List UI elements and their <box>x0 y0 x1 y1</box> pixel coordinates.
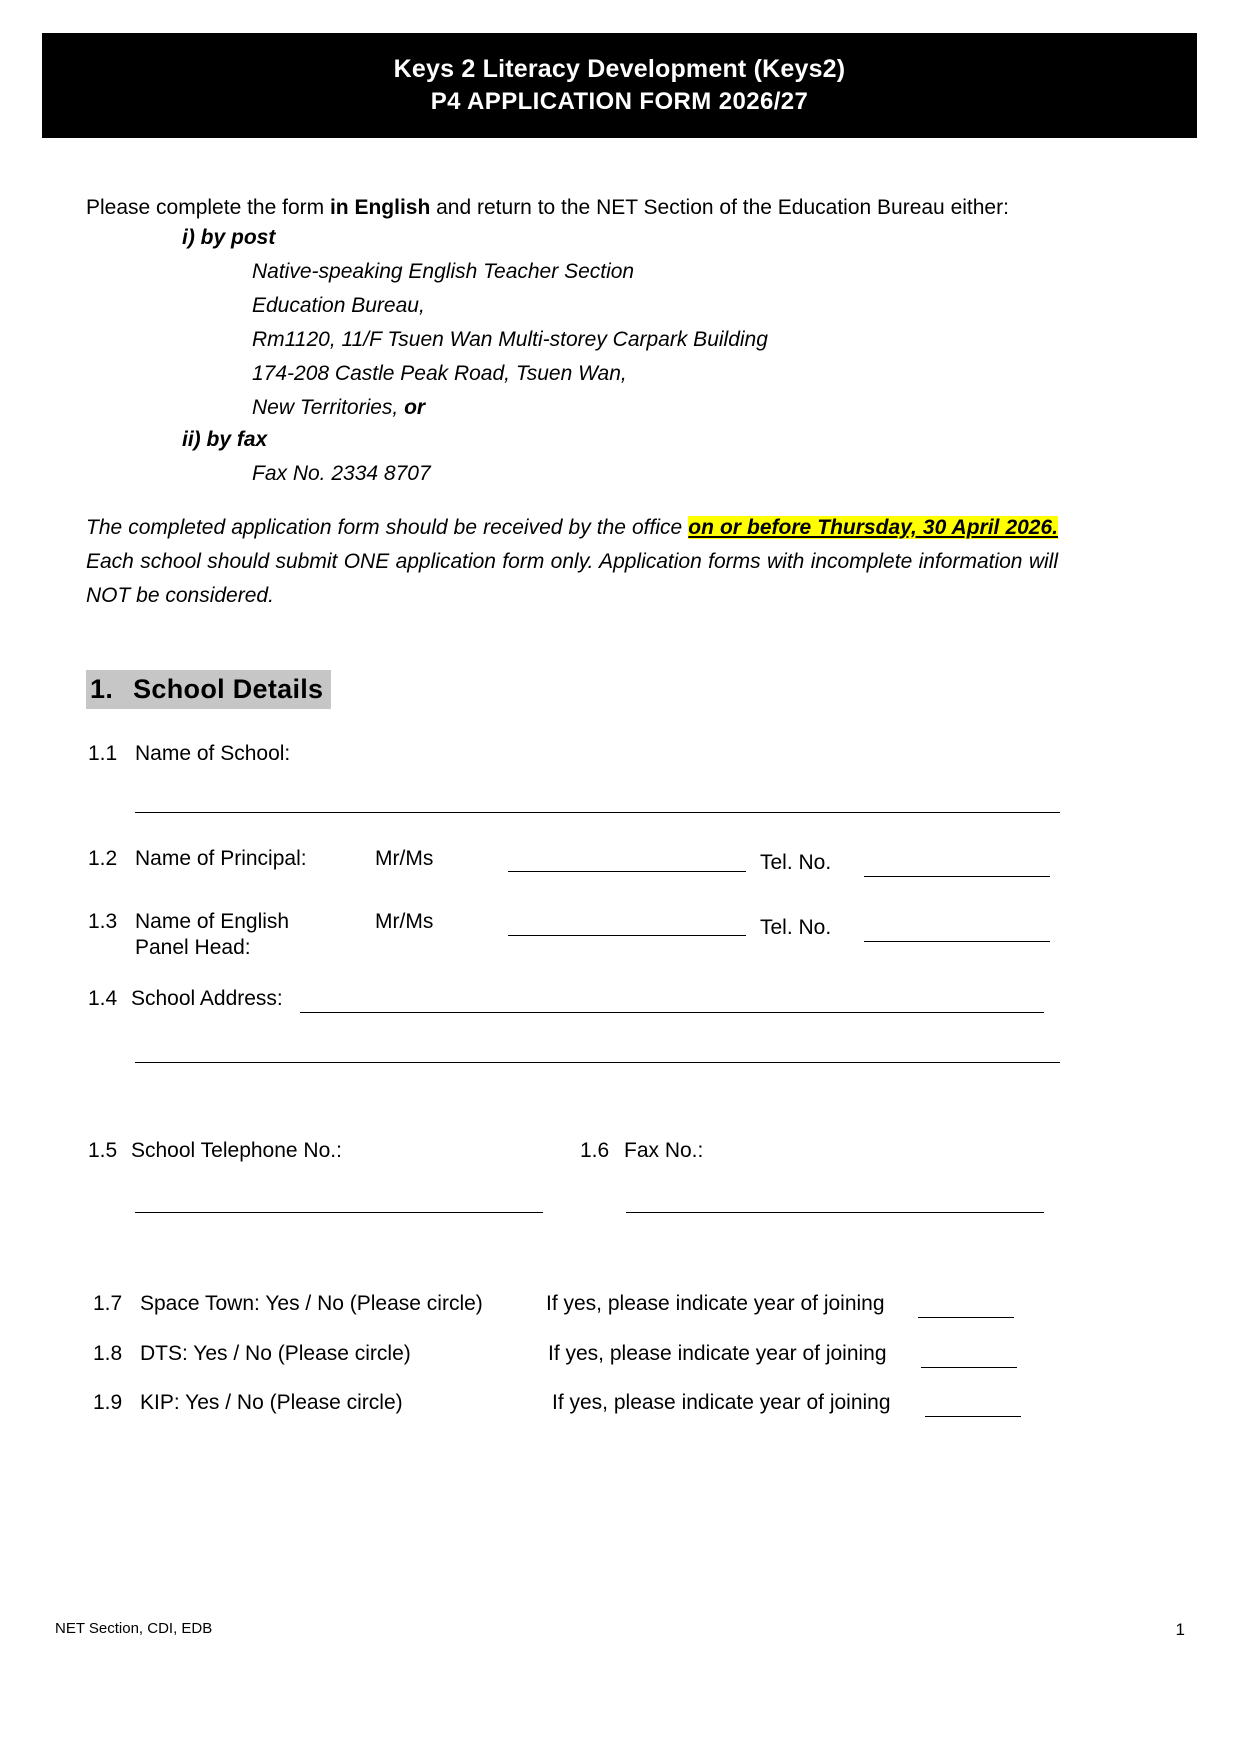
intro-text-bold: in English <box>329 196 431 219</box>
field-1-6-input-line[interactable] <box>626 1212 1044 1213</box>
field-1-7-year-input-line[interactable] <box>918 1317 1014 1318</box>
form-title-banner <box>42 33 1197 138</box>
field-1-5-input-line[interactable] <box>135 1212 543 1213</box>
field-1-2-number: 1.2 <box>88 847 118 870</box>
deadline-text-part1: The completed application form should be received by the office <box>86 516 689 539</box>
form-title-line-2: P4 APPLICATION FORM 2026/27 <box>430 88 809 116</box>
field-1-9-year-label: If yes, please indicate year of joining <box>552 1391 891 1414</box>
field-1-2-name-input-line[interactable] <box>508 871 746 872</box>
field-1-3-label-line-2: Panel Head: <box>135 936 251 959</box>
section-1-title: School Details <box>133 674 324 704</box>
footer-page-number: 1 <box>1175 1620 1185 1639</box>
field-1-2-label: Name of Principal: <box>135 847 307 870</box>
intro-text-after: and return to the NET Section of the Education Bureau either: <box>430 196 1009 219</box>
address-line-1: Native-speaking English Teacher Section <box>252 260 635 283</box>
field-1-3-tel-label: Tel. No. <box>760 916 832 939</box>
intro-text-before: Please complete the form <box>86 196 330 219</box>
field-1-9-label[interactable]: KIP: Yes / No (Please circle) <box>140 1391 403 1414</box>
field-1-1-label: Name of School: <box>135 742 291 765</box>
submission-method-post-label: i) by post <box>182 226 276 249</box>
address-line-5 <box>252 396 425 420</box>
field-1-3-tel-input-line[interactable] <box>864 941 1050 942</box>
field-1-9-number: 1.9 <box>93 1391 123 1414</box>
field-1-8-number: 1.8 <box>93 1342 123 1365</box>
field-1-7-year-label: If yes, please indicate year of joining <box>546 1292 885 1315</box>
field-1-5-number: 1.5 <box>88 1139 118 1162</box>
field-1-7-number: 1.7 <box>93 1292 123 1315</box>
field-1-6-number: 1.6 <box>580 1139 610 1162</box>
address-line-5-or: or <box>404 396 426 419</box>
field-1-7-label[interactable]: Space Town: Yes / No (Please circle) <box>140 1292 483 1315</box>
field-1-9-year-input-line[interactable] <box>925 1416 1021 1417</box>
address-line-5-text: New Territories, <box>252 396 405 419</box>
address-line-4: 174-208 Castle Peak Road, Tsuen Wan, <box>252 362 627 385</box>
field-1-3-number: 1.3 <box>88 910 118 933</box>
field-1-2-tel-label: Tel. No. <box>760 851 832 874</box>
field-1-8-year-input-line[interactable] <box>921 1367 1017 1368</box>
section-1-number: 1. <box>90 674 114 704</box>
field-1-2-title-prefix: Mr/Ms <box>375 847 434 870</box>
field-1-8-year-label: If yes, please indicate year of joining <box>548 1342 887 1365</box>
field-1-4-number: 1.4 <box>88 987 118 1010</box>
field-1-4-input-line-1[interactable] <box>300 1012 1044 1013</box>
field-1-4-label: School Address: <box>131 987 283 1010</box>
field-1-4-input-line-2[interactable] <box>135 1062 1060 1063</box>
field-1-1-number: 1.1 <box>88 742 118 765</box>
address-line-3: Rm1120, 11/F Tsuen Wan Multi-storey Carpark Building <box>252 328 768 351</box>
field-1-1-input-line[interactable] <box>135 812 1060 813</box>
field-1-8-label[interactable]: DTS: Yes / No (Please circle) <box>140 1342 411 1365</box>
submission-method-fax-label: ii) by fax <box>182 428 268 451</box>
deadline-highlight: on or before Thursday, 30 April 2026. <box>688 516 1058 539</box>
section-1-heading <box>86 670 331 709</box>
deadline-paragraph <box>86 511 1058 613</box>
footer-source-label: NET Section, CDI, EDB <box>55 1620 213 1637</box>
field-1-6-label: Fax No.: <box>624 1139 704 1162</box>
form-title-line-1: Keys 2 Literacy Development (Keys2) <box>393 54 846 83</box>
address-line-2: Education Bureau, <box>252 294 425 317</box>
field-1-3-name-input-line[interactable] <box>508 935 746 936</box>
field-1-3-title-prefix: Mr/Ms <box>375 910 434 933</box>
field-1-5-label: School Telephone No.: <box>131 1139 342 1162</box>
field-1-2-tel-input-line[interactable] <box>864 876 1050 877</box>
fax-number-line: Fax No. 2334 8707 <box>252 462 431 485</box>
field-1-3-label-line-1: Name of English <box>135 910 290 933</box>
intro-paragraph <box>86 192 1086 224</box>
deadline-text-part2: Each school should submit ONE application form only. Application forms with incomplete information will NOT be considered. <box>86 550 1058 608</box>
